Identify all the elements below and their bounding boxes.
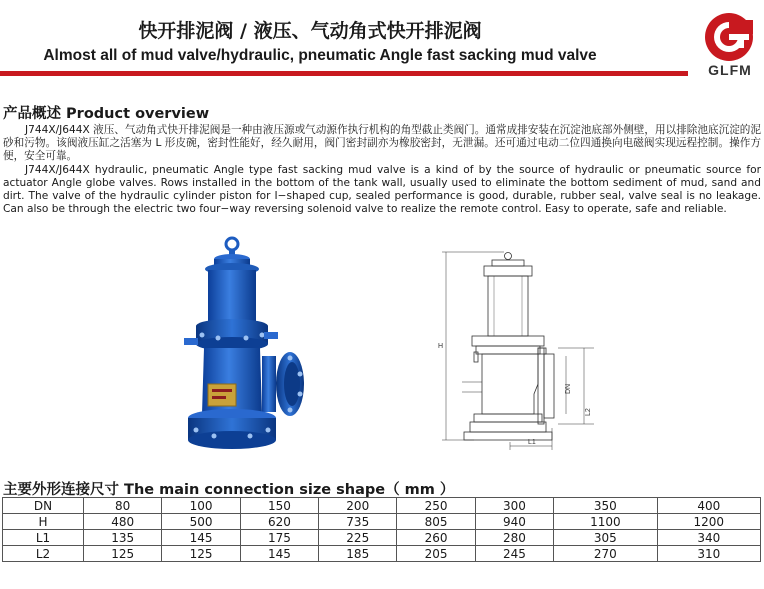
table-cell: 125 (162, 546, 240, 562)
dimensions-heading: 主要外形连接尺寸 The main connection size shape（ mm ） (3, 482, 455, 498)
table-cell: 735 (319, 514, 397, 530)
valve-technical-drawing (434, 244, 606, 454)
overview-paragraph-en: J744X/J644X hydraulic, pneumatic Angle type fast sacking mud valve is a kind of by the source of hydraulic or pneumatic source for actuator Angle globe valves. Rows installed in the bottom of the tank wall, usually used to eliminate the bottom sediment of mud, sand and dirt. The valve of the hydraulic cylinder piston for I−shaped cup, sealed performance is good, durable, rubber seal, valve seal is no leakage. Can also be through the electric two four−way reversing solenoid valve to realize the remote control. Easy to operate, safe and reliable. (3, 163, 761, 216)
overview-paragraph-cn: J744X/J644X 液压、气动角式快开排泥阀是一种由液压源或气动源作执行机构的角型截止类阀门。通常成排安装在沉淀池底部外侧壁，用以排除池底沉淀的泥砂和污物。该阀液压缸之活塞为 L 形皮碗，密封性能好，经久耐用，阀门密封副亦为橡胶密封，无泄漏。还可通过电动二位四通换向电磁阀实现远程控制。操作方便，安全可靠。 (3, 124, 761, 163)
table-cell: 270 (554, 546, 657, 562)
table-cell: 1100 (554, 514, 657, 530)
drawing-label-dn: DN (565, 383, 572, 394)
table-cell: 400 (657, 498, 760, 514)
table-cell: 135 (84, 530, 162, 546)
table-row-label: DN (3, 498, 84, 514)
table-cell: 225 (319, 530, 397, 546)
table-cell: 260 (397, 530, 475, 546)
table-cell: 175 (240, 530, 318, 546)
table-row (3, 514, 761, 530)
dimensions-table (2, 497, 761, 562)
table-cell: 100 (162, 498, 240, 514)
logo-text: GLFM (708, 62, 752, 78)
table-cell: 620 (240, 514, 318, 530)
header-red-bar (0, 71, 688, 76)
table-row (3, 530, 761, 546)
table-cell: 500 (162, 514, 240, 530)
table-cell: 280 (475, 530, 553, 546)
table-cell: 350 (554, 498, 657, 514)
table-row-label: L1 (3, 530, 84, 546)
table-cell: 80 (84, 498, 162, 514)
table-cell: 310 (657, 546, 760, 562)
drawing-label-l1: L1 (528, 439, 536, 446)
page-title-en: Almost all of mud valve/hydraulic, pneumatic Angle fast sacking mud valve (43, 47, 597, 64)
table-cell: 185 (319, 546, 397, 562)
table-row-label: H (3, 514, 84, 530)
table-cell: 145 (162, 530, 240, 546)
table-cell: 940 (475, 514, 553, 530)
table-cell: 805 (397, 514, 475, 530)
table-cell: 150 (240, 498, 318, 514)
table-cell: 300 (475, 498, 553, 514)
overview-heading: 产品概述 Product overview (3, 106, 210, 122)
page-title-cn: 快开排泥阀 / 液压、气动角式快开排泥阀 (138, 20, 482, 42)
valve-product-photo (178, 234, 314, 462)
table-cell: 305 (554, 530, 657, 546)
table-cell: 1200 (657, 514, 760, 530)
glfm-logo-icon (704, 12, 754, 62)
table-cell: 200 (319, 498, 397, 514)
overview-description (3, 124, 761, 216)
table-row (3, 546, 761, 562)
table-row-label: L2 (3, 546, 84, 562)
table-cell: 125 (84, 546, 162, 562)
drawing-label-h: H (438, 343, 444, 350)
table-cell: 250 (397, 498, 475, 514)
drawing-label-l2: L2 (585, 408, 592, 416)
table-cell: 205 (397, 546, 475, 562)
table-cell: 340 (657, 530, 760, 546)
table-cell: 480 (84, 514, 162, 530)
table-cell: 145 (240, 546, 318, 562)
table-cell: 245 (475, 546, 553, 562)
table-row (3, 498, 761, 514)
